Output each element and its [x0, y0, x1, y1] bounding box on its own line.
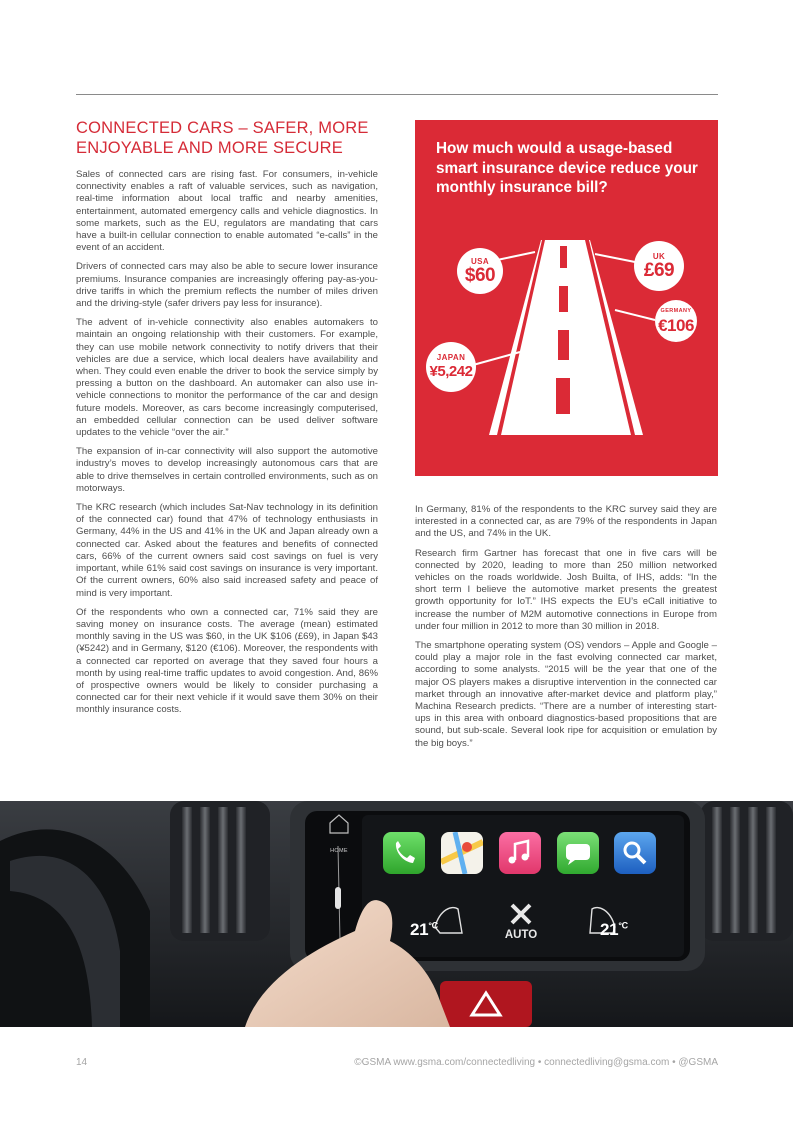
- paragraph: In Germany, 81% of the respondents to the KRC survey said they are interested in a connected car, as are 79% of the respondents in Japan and the US, and 74% in the UK.: [415, 504, 717, 540]
- paragraph: The expansion of in-car connectivity will also support the automotive industry’s moves to develop increasingly autonomous cars that are able to drive themselves in certain controlled environments, such as on motorways.: [76, 446, 378, 494]
- country-label: JAPAN: [436, 353, 466, 362]
- paragraph: The smartphone operating system (OS) vendors – Apple and Google – could play a major role in the fast evolving connected car market, according to some analysts. “2015 will be the year that one of the major OS players makes a disruptive intervention in the connected car market through an innovative after-market device and platform play,” Machina Research predicts. “There are a number of interesting start-ups in this area with onboard diagnostics-based propositions that are sound, but sub-scale. Several look ripe for acquisition or emulation by the big boys.”: [415, 640, 717, 749]
- dashboard-photo: [0, 801, 793, 1027]
- right-vent-icon: [700, 801, 793, 941]
- insurance-infographic: [415, 120, 718, 476]
- article-heading: CONNECTED CARS – SAFER, MORE ENJOYABLE AND MORE SECURE: [76, 119, 369, 157]
- messages-app-icon[interactable]: [557, 832, 599, 874]
- right-temperature[interactable]: [600, 920, 628, 940]
- volume-slider-icon: [335, 887, 341, 909]
- savings-amount: ¥5,242: [429, 363, 473, 380]
- paragraph: The KRC research (which includes Sat-Nav technology in its definition of the connected car) found that 47% of technology enthusiasts in Germany, 44% in the US and 41% in the UK and Japan already own a connected car. Asked about the features and benefits of connected cars, 66% of the current owners said cost savings on fuel is very important, while 61% said cost savings on insurance is very important. Of the current owners, 60% also said increased safety and peace of mind is very important.: [76, 502, 378, 599]
- left-vent-icon: [170, 801, 270, 941]
- temperature-unit: °C: [618, 920, 628, 931]
- paragraph: Research firm Gartner has forecast that one in five cars will be connected by 2020, leading to more than 250 million networked vehicles on the roads worldwide. Josh Builta, of IHS, adds: “In the short term I believe the automotive market presents the greatest growth opportunity for IoT.” IHS expects the EU’s eCall initiative to increase the number of M2M automotive connections in Europe from under four million in 2012 to more than 30 million in 2018.: [415, 547, 717, 632]
- temperature-unit: °C: [428, 920, 438, 931]
- country-label: UK: [652, 252, 666, 261]
- music-app-icon[interactable]: [499, 832, 541, 874]
- page-number: 14: [76, 1057, 88, 1068]
- top-rule: [76, 94, 718, 95]
- paragraph: Sales of connected cars are rising fast. For consumers, in-vehicle connectivity enables a raft of valuable services, such as navigation, real-time information about local traffic and nearby amenities, entertainment, automated emergency calls and vehicle diagnostics. In some markets, such as the EU, regulators are mandating that cars have a built-in cellular connection to enable automated “e-calls” in the event of an accident.: [76, 169, 378, 254]
- savings-amount: €106: [658, 316, 694, 335]
- right-column: [415, 504, 717, 757]
- maps-app-icon[interactable]: [441, 832, 483, 874]
- footer-contact: ©GSMA www.gsma.com/connectedliving • connectedliving@gsma.com • @GSMA: [354, 1057, 718, 1068]
- temperature-value: 21: [600, 920, 619, 939]
- country-label: GERMANY: [660, 308, 692, 314]
- paragraph: The advent of in-vehicle connectivity also enables automakers to maintain an ongoing relationship with their customers. For example, they can use mobile network connectivity to notify drivers that their vehicles are due a service, which local dealers have availability and when. They could even enable the driver to book the service simply by pressing a button on the dashboard. An automaker can also use in-vehicle connections to monitor the performance of the car and design future models. Moreover, as cars become increasingly computerised, an embedded cellular connection can be used deliver software updates to the vehicle “over the air.”: [76, 317, 378, 439]
- temperature-value: 21: [410, 920, 429, 939]
- uk-savings-badge: [634, 241, 684, 291]
- savings-amount: £69: [643, 260, 675, 281]
- left-column: [76, 169, 378, 724]
- germany-savings-badge: [655, 300, 697, 342]
- usa-savings-badge: [457, 248, 503, 294]
- infographic-title: How much would a usage-based smart insurance device reduce your monthly insurance bill?: [436, 140, 698, 196]
- hazard-button: [440, 981, 532, 1027]
- search-app-icon[interactable]: [614, 832, 656, 874]
- country-label: USA: [470, 257, 490, 266]
- japan-savings-badge: [426, 342, 476, 392]
- fan-auto-label[interactable]: AUTO: [504, 929, 538, 941]
- road-illustration: [415, 120, 718, 476]
- home-label: HOME: [330, 848, 348, 854]
- phone-app-icon[interactable]: [383, 832, 425, 874]
- left-temperature[interactable]: [410, 920, 438, 940]
- savings-amount: $60: [464, 265, 496, 286]
- paragraph: Drivers of connected cars may also be able to secure lower insurance premiums. Insurance companies are increasingly offering pay-as-you-drive tariffs in which the premium reflects the number of miles driven and the driving-style (safer drivers pay less for insurance).: [76, 261, 378, 310]
- paragraph: Of the respondents who own a connected car, 71% said they are saving money on insurance costs. The average (mean) estimated monthly saving in the US was $60, in the UK $106 (£69), in Japan $43 (¥5242) and in Germany, $120 (€106). Moreover, the respondents with a connected car reported on average that they saved four hours a month by using real-time traffic updates to avoid congestion. And, 86% of prospective owners would be likely to consider purchasing a connected car for their next vehicle if it would save them 30% on their monthly insurance costs.: [76, 606, 378, 716]
